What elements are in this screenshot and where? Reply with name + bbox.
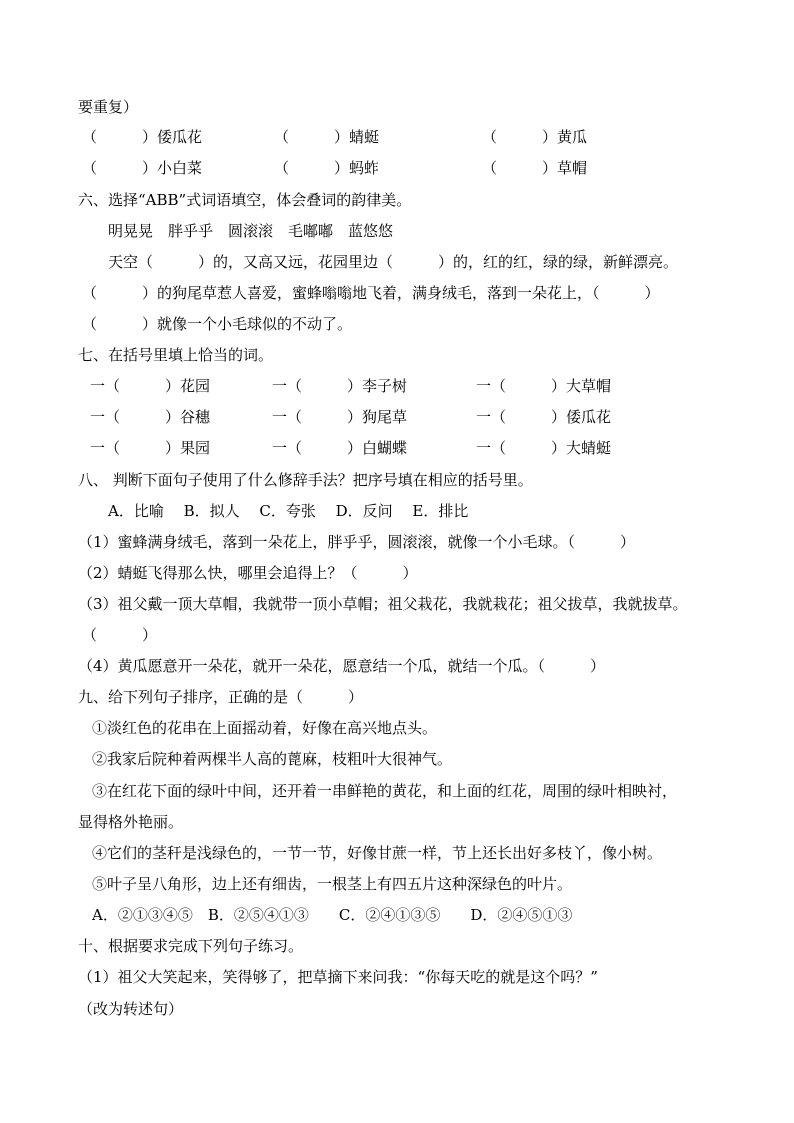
section-heading: 七、在括号里填上恰当的词。 — [78, 346, 274, 364]
blank-item: （ ）蚂蚱 — [274, 159, 380, 177]
instruction-note: （改为转述句） — [78, 1000, 184, 1018]
blank-item: 一（ ）大草帽 — [476, 377, 612, 395]
blank-item: 一（ ）花园 — [90, 377, 211, 395]
sentence-item: ⑤叶子呈八角形，边上还有细齿，一根茎上有四五片这种深绿色的叶片。 — [92, 875, 573, 893]
section9-title — [78, 682, 754, 712]
section8-q3 — [78, 589, 754, 619]
continued-instruction — [78, 92, 754, 122]
section6-words — [78, 216, 754, 246]
section6-p1 — [78, 247, 754, 277]
section9-item3b — [78, 807, 754, 837]
answer-options: A．比喻 B．拟人 C．夸张 D．反问 E．排比 — [108, 502, 469, 520]
paragraph-line: （ ）的狗尾草惹人喜爱，蜜蜂嗡嗡地飞着，满身绒毛，落到一朵花上，（ ） — [82, 284, 660, 302]
section9-item2 — [78, 744, 754, 774]
section9-item4 — [78, 838, 754, 868]
blank-item: 一（ ）白蝴蝶 — [272, 439, 408, 457]
section7-title — [78, 340, 754, 370]
text-line: 要重复） — [78, 98, 139, 116]
blank-item: 一（ ）李子树 — [272, 377, 408, 395]
blank-item: 一（ ）果园 — [90, 439, 211, 457]
paragraph-line: （ ）就像一个小毛球似的不动了。 — [82, 315, 353, 333]
section-heading: 九、给下列句子排序，正确的是（ ） — [78, 688, 364, 706]
section8-title — [78, 465, 754, 495]
section7-row2 — [78, 402, 754, 432]
section6-p3 — [78, 309, 754, 339]
section10-title — [78, 931, 754, 961]
word-bank: 明晃晃 胖乎乎 圆滚滚 毛嘟嘟 蓝悠悠 — [108, 222, 394, 240]
section6-p2 — [78, 278, 754, 308]
section6-title — [78, 185, 754, 215]
section9-choices — [78, 900, 754, 930]
section9-item3a — [78, 776, 754, 806]
blank-item: （ ）倭瓜花 — [82, 128, 203, 146]
section8-q2 — [78, 558, 754, 588]
question-line: （1）蜜蜂满身绒毛，落到一朵花上，胖乎乎，圆滚滚，就像一个小毛球。（ ） — [78, 533, 636, 551]
blank-item: （ ）蜻蜓 — [274, 128, 380, 146]
answer-choices: A．②①③④⑤ B．②⑤④①③ C．②④①③⑤ D．②④⑤①③ — [92, 906, 573, 924]
blank-item: 一（ ）谷穗 — [90, 408, 211, 426]
question-line: （4）黄瓜愿意开一朵花，就开一朵花，愿意结一个瓜，就结一个瓜。（ ） — [78, 657, 606, 675]
sentence-item: ④它们的茎秆是浅绿色的，一节一节，好像甘蔗一样，节上还长出好多枝丫，像小树。 — [92, 844, 663, 862]
section-heading: 六、选择“ABB”式词语填空，体会叠词的韵律美。 — [78, 191, 412, 209]
sentence-item: ②我家后院种着两棵半人高的蓖麻，枝粗叶大很神气。 — [92, 750, 453, 768]
section9-item1 — [78, 713, 754, 743]
section5-row2 — [78, 153, 754, 183]
section9-item5 — [78, 869, 754, 899]
paragraph-line: 天空（ ）的，又高又远，花园里边（ ）的，红的红，绿的绿，新鲜漂亮。 — [108, 253, 679, 271]
sentence-item: ③在红花下面的绿叶中间，还开着一串鲜艳的黄花，和上面的红花，周围的绿叶相映衬， — [92, 782, 678, 800]
section10-q1-note — [78, 994, 754, 1024]
blank-item: （ ）草帽 — [482, 159, 588, 177]
blank-item: 一（ ）狗尾草 — [272, 408, 408, 426]
blank-item: 一（ ）倭瓜花 — [476, 408, 612, 426]
sentence-item-continued: 显得格外艳丽。 — [78, 813, 184, 831]
question-line: （1）祖父大笑起来，笑得够了，把草摘下来问我：“你每天吃的就是这个吗？” — [78, 968, 598, 986]
blank-item: 一（ ）大蜻蜓 — [476, 439, 612, 457]
section8-q4 — [78, 651, 754, 681]
section7-row1 — [78, 371, 754, 401]
section8-q3-blank — [78, 620, 754, 650]
section-heading: 八、 判断下面句子使用了什么修辞手法？把序号填在相应的括号里。 — [78, 471, 533, 489]
section8-q1 — [78, 527, 754, 557]
blank-item: （ ）小白菜 — [82, 159, 203, 177]
section-heading: 十、根据要求完成下列句子练习。 — [78, 937, 304, 955]
blank-item: （ ）黄瓜 — [482, 128, 588, 146]
question-line: （3）祖父戴一顶大草帽，我就带一顶小草帽；祖父栽花，我就栽花；祖父拔草，我就拔草。 — [78, 595, 688, 613]
section8-options — [78, 496, 754, 526]
question-line: （2）蜻蜓飞得那么快，哪里会追得上？（ ） — [78, 564, 418, 582]
section10-q1 — [78, 962, 754, 992]
section7-row3 — [78, 433, 754, 463]
section5-row1 — [78, 122, 754, 152]
sentence-item: ①淡红色的花串在上面摇动着，好像在高兴地点头。 — [92, 719, 438, 737]
answer-blank: （ ） — [82, 626, 158, 644]
